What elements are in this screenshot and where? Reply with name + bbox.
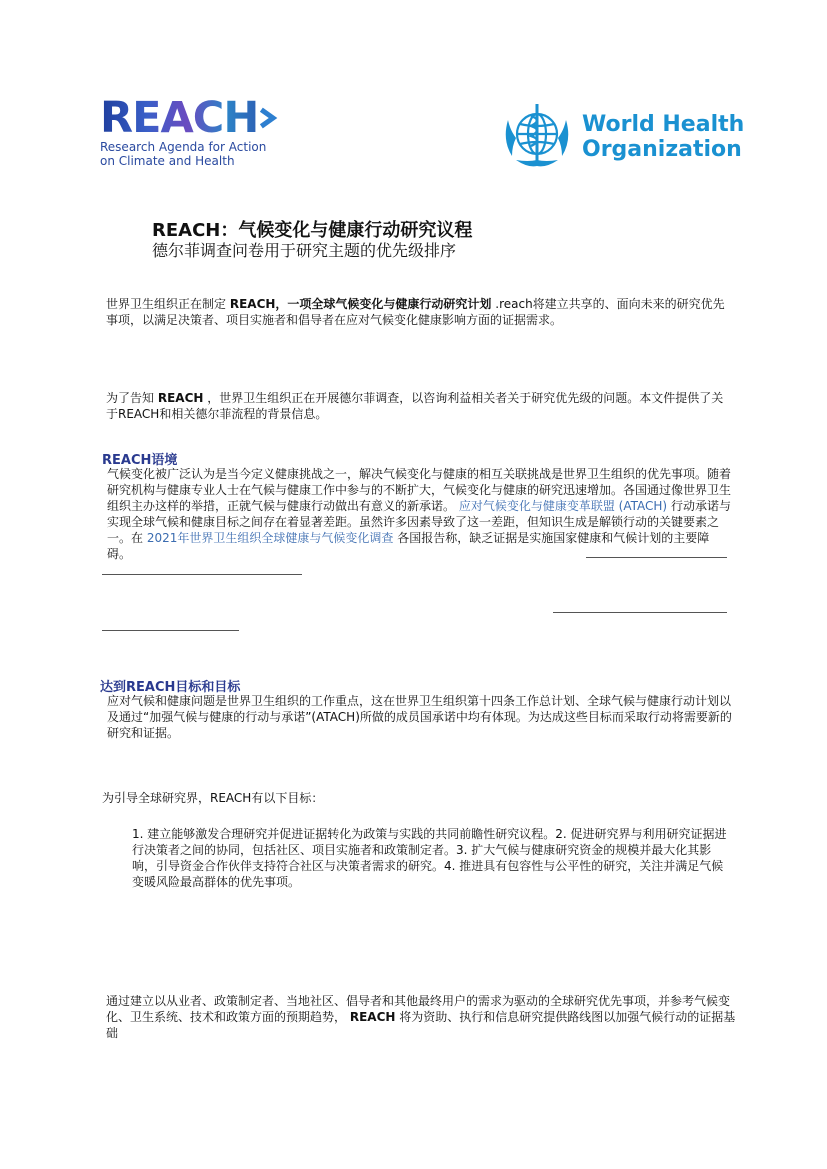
page-subtitle: 德尔菲调查问卷用于研究主题的优先级排序 (152, 241, 457, 260)
intro-p1-before: 世界卫生组织正在制定 (106, 297, 227, 311)
divider-line (553, 612, 727, 613)
who-wordmark (582, 112, 744, 162)
goals-list: 1. 建立能够激发合理研究并促进证据转化为政策与实践的共同前瞻性研究议程。2. 促进研究界与利用研究证据进行决策者之间的协同，包括社区、项目实施者和政策制定者。3. 扩大气候与健康研究资金的规模并最大化其影响，引导资金合作伙伴支持符合社区与决策者需求的研究。4. 推进具有包容性与公平性的研究，关注并满足气候变暖风险最高群体的优先事项。 (132, 827, 727, 889)
intro-p2-after: ，世界卫生组织正在开展德尔菲调查，以咨询利益相关者关于研究优先级的问题。本文件提供了关于REACH和相关德尔菲流程的背景信息。 (106, 391, 724, 421)
intro-paragraph-1 (106, 296, 731, 328)
intro-p2-bold: REACH (157, 391, 204, 405)
divider-line (102, 574, 302, 575)
atach-link[interactable]: 应对气候变化与健康变革联盟 (ATACH) (458, 499, 668, 513)
closing-bold: REACH (349, 1010, 396, 1024)
who-emblem-icon (498, 100, 576, 170)
survey-link[interactable]: 2021年世界卫生组织全球健康与气候变化调查 (146, 531, 394, 545)
who-line1: World Health (582, 112, 745, 137)
closing-after: 将为资助、执行和信息研究提供路线图以加强气候行动的证据基础 (106, 1010, 736, 1040)
reach-logo-wordmark (100, 93, 280, 143)
context-paragraph (107, 466, 732, 562)
who-logo (498, 100, 745, 170)
section-heading-goals: 达到REACH目标和目标 (100, 680, 241, 695)
reach-tagline (100, 140, 280, 168)
intro-p1-bold: REACH，一项全球气候变化与健康行动研究计划 (229, 297, 492, 311)
who-line2: Organization (582, 137, 742, 162)
closing-paragraph (106, 993, 736, 1041)
closing-before: 通过建立以从业者、政策制定者、当地社区、倡导者和其他最终用户的需求为驱动的全球研究优先事项，并参考气候变化、卫生系统、技术和政策方面的预期趋势， (106, 994, 731, 1024)
page-title: REACH：气候变化与健康行动研究议程 (152, 220, 473, 241)
context-text-b: 行动承诺与实现全球气候和健康目标之间存在着显著差距。虽然许多因素导致了这一差距，但知识生成是解锁行动的关键要素之一。在 (107, 499, 731, 545)
reach-tagline-line2: on Climate and Health (100, 154, 235, 168)
reach-tagline-line1: Research Agenda for Action (100, 140, 267, 154)
reach-logo-word: REACH (100, 93, 259, 143)
reach-arrow-icon (258, 103, 280, 133)
divider-line (102, 630, 239, 631)
reach-logo (100, 93, 280, 173)
intro-p2-before: 为了告知 (106, 391, 155, 405)
context-text-a: 气候变化被广泛认为是当今定义健康挑战之一，解决气候变化与健康的相互关联挑战是世界卫生组织的优先事项。随着研究机构与健康专业人士在气候与健康工作中参与的不断扩大，气候变化与健康的研究迅速增加。各国通过像世界卫生组织主办这样的举措，正就气候与健康行动做出有意义的新承诺。 (107, 467, 732, 513)
divider-line (586, 557, 727, 558)
goals-lead: 为引导全球研究界，REACH有以下目标： (102, 791, 324, 805)
section-heading-context: REACH语境 (102, 453, 178, 468)
context-text-c: 各国报告称，缺乏证据是实施国家健康和气候计划的主要障碍。 (107, 531, 710, 561)
intro-p1-after: .reach将建立共享的、面向未来的研究优先事项，以满足决策者、项目实施者和倡导者在应对气候变化健康影响方面的证据需求。 (106, 297, 725, 327)
goals-paragraph: 应对气候和健康问题是世界卫生组织的工作重点，这在世界卫生组织第十四条工作总计划、全球气候与健康行动计划以及通过“加强气候与健康的行动与承诺”(ATACH)所做的成员国承诺中均有体现。为达成这些目标而采取行动将需要新的研究和证据。 (107, 694, 732, 740)
intro-paragraph-2 (106, 390, 731, 422)
